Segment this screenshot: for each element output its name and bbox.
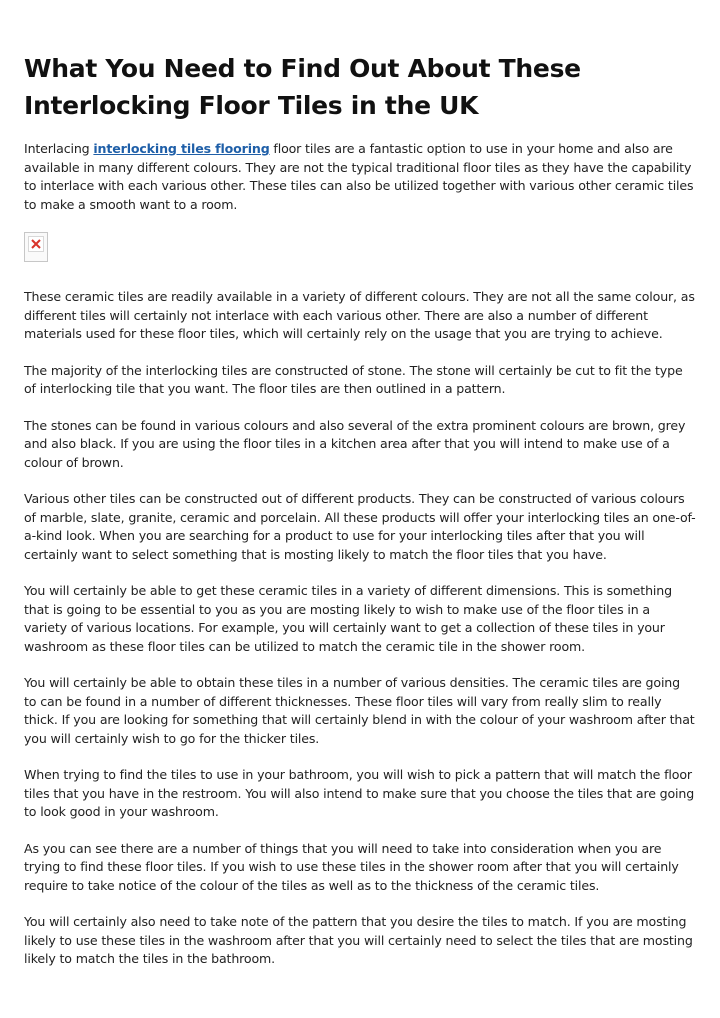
page-title: What You Need to Find Out About These Interlocking Floor Tiles in the UK <box>24 54 581 120</box>
intro-paragraph <box>24 140 696 214</box>
interlocking-tiles-link[interactable]: interlocking tiles flooring <box>93 141 270 156</box>
broken-image-icon <box>28 236 44 252</box>
document-page <box>24 50 696 987</box>
paragraph: As you can see there are a number of things that you will need to take into consideration when you are trying to find these floor tiles. If you wish to use these tiles in the shower room after that you will certainly require to take notice of the colour of the tiles as well as to the thickness of the ceramic tiles. <box>24 840 679 893</box>
paragraph: You will certainly be able to get these ceramic tiles in a variety of different dimensions. This is something that is going to be essential to you as you are mosting likely to wish to make use of the floor tiles in a variety of various locations. For example, you will certainly want to get a collection of these tiles in your washroom as these floor tiles can be utilized to match the ceramic tile in the shower room. <box>24 583 672 654</box>
paragraph: The majority of the interlocking tiles are constructed of stone. The stone will certainly be cut to fit the type of interlocking tile that you want. The floor tiles are then outlined in a pattern. <box>24 362 683 396</box>
intro-prefix: Interlacing <box>24 141 94 156</box>
paragraph: You will certainly also need to take note of the pattern that you desire the tiles to match. If you are mosting likely to use these tiles in the washroom after that you will certainly need to select the tiles that are mosting likely to match the tiles in the bathroom. <box>24 914 693 966</box>
article-body <box>24 140 696 969</box>
paragraph: These ceramic tiles are readily available in a variety of different colours. They are not all the same colour, as different tiles will certainly not interlace with each various other. There are also a number of different materials used for these floor tiles, which will certainly rely on the usage that you are trying to achieve. <box>24 289 695 341</box>
paragraph: You will certainly be able to obtain these tiles in a number of various densities. The ceramic tiles are going to can be found in a number of different thicknesses. These floor tiles will vary from really slim to really thick. If you are looking for something that will certainly blend in with the colour of your washroom after that you will certainly wish to go for the thicker tiles. <box>24 675 695 746</box>
paragraph: When trying to find the tiles to use in your bathroom, you will wish to pick a pattern that will match the floor tiles that you have in the restroom. You will also intend to make sure that you choose the tiles that are going to look good in your washroom. <box>24 767 695 819</box>
paragraph: The stones can be found in various colours and also several of the extra prominent colours are brown, grey and also black. If you are using the floor tiles in a kitchen area after that you will intend to make use of a colour of brown. <box>24 417 686 470</box>
broken-image-placeholder <box>24 232 48 262</box>
intro-suffix: floor tiles are a fantastic option to use in your home and also are available in many different colours. They are not the typical traditional floor tiles as they have the capability to interlace with each various other. These tiles can also be utilized together with various other ceramic tiles to make a smooth want to a room. <box>24 141 694 212</box>
paragraph: Various other tiles can be constructed out of different products. They can be constructed of various colours of marble, slate, granite, ceramic and porcelain. All these products will offer your interlocking tiles an one-of-a-kind look. When you are searching for a product to use for your interlocking tiles after that you will certainly want to select something that is mosting likely to match the floor tiles that you have. <box>24 491 696 562</box>
